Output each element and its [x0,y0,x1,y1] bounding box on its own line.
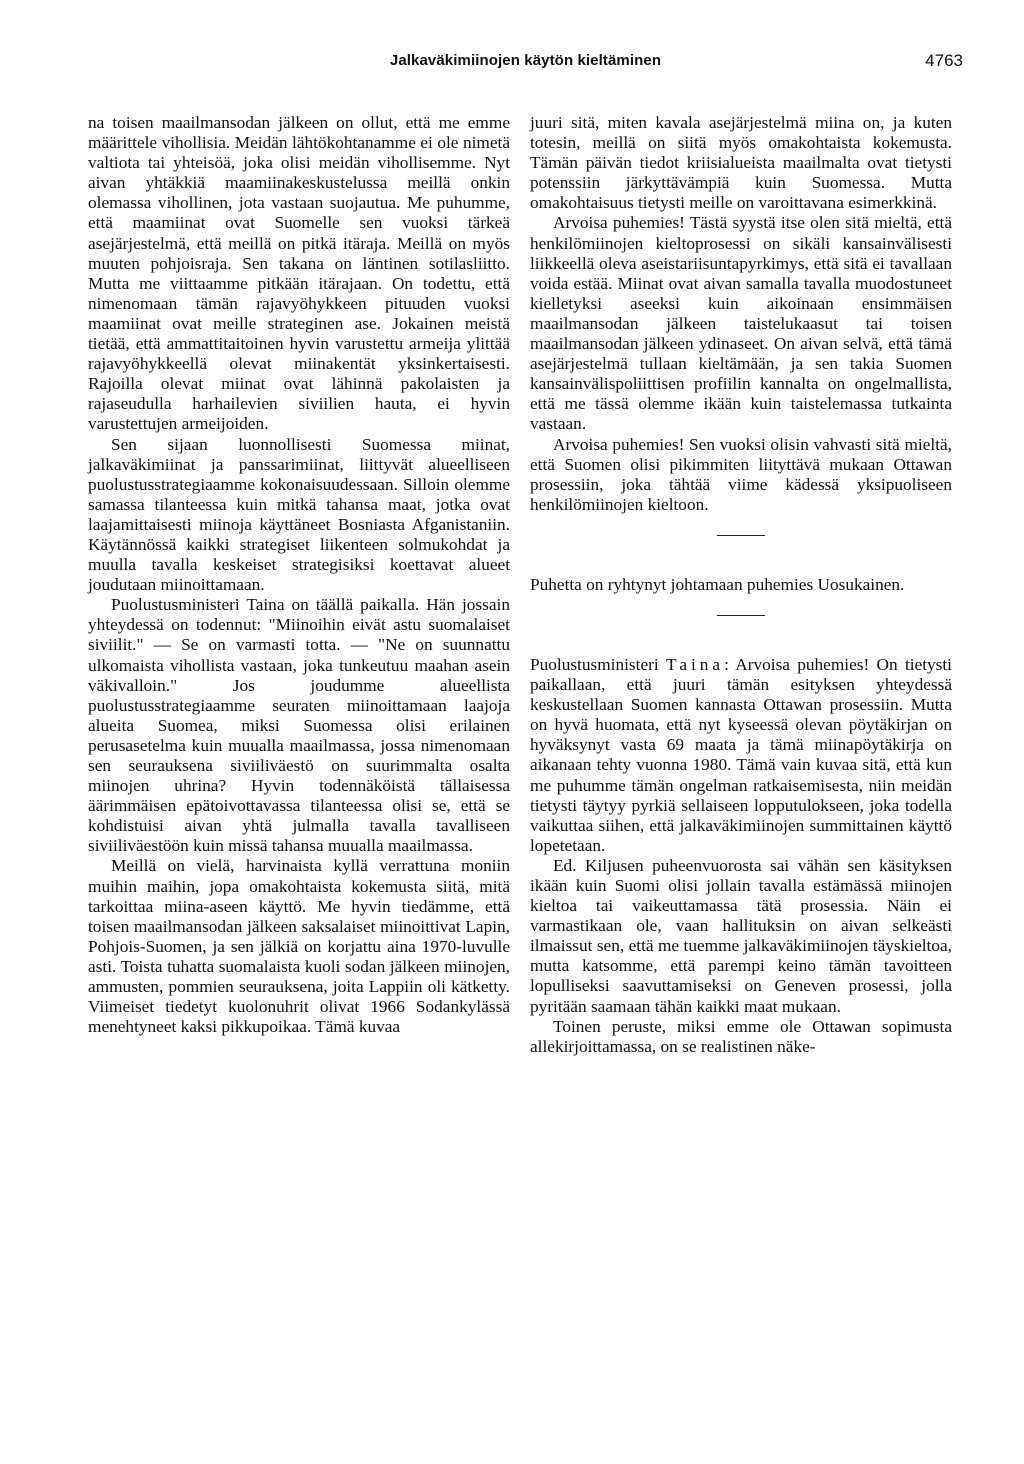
running-header [88,50,963,76]
speaker-text: : Arvoisa puhemies! On tietysti paikallaan, että juuri tämän esityksen yhteydessä keskustellaan Suomen kannasta Ottawan prosessiin. Mutta on hyvä huomata, että nyt kyseessä olevan pöytäkirjan on hyväksynyt vasta 69 maata ja tämä miinapöytäkirja on aikanaan tehty vuonna 1980. Tämä vain kuvaa sitä, että kun me puhumme tämän ongelman ratkaisemisesta, niin meidän tietysti täytyy pyrkiä sellaiseen lopputulokseen, joka todella vaikuttaa siihen, että jalkaväkimiinojen summittainen käyttö lopetetaan. [530,654,952,855]
left-column [88,113,510,1037]
speaker-title: Puolustusministeri [530,654,659,674]
chair-note: Puhetta on ryhtynyt johtamaan puhemies Uosukainen. [530,574,905,594]
section-divider [717,535,765,536]
section-divider [717,615,765,616]
body-paragraph: Puolustusministeri Taina on täällä paikalla. Hän jossain yhteydessä on todennut: "Miinoihin eivät astu suomalaiset siviilit." — Se on varmasti totta. — "Ne on suunnattu ulkomaista vihollista vastaan, joka tunkeutuu maahan asein väkivalloin." Jos joudumme alueellista puolustusstrategiaamme seuraten miinoittamaan laajoja alueita Suomea, miksi Suomessa olisi erilainen perusasetelma kuin muualla maailmassa, jossa nimenomaan sen seurauksena siviiliväestö on suurimmalta osalta miinojen uhrina? Hyvin todennäköistä tällaisessa äärimmäisen epätoivottavassa tilanteessa olisi se, että se kohdistuisi aivan yhtä julmalla tavalla tavalliseen siviiliväestöön kuin missä tahansa muualla maailmassa. [88,595,510,856]
body-paragraph: Ed. Kiljusen puheenvuorosta sai vähän sen käsityksen ikään kuin Suomi olisi jollain tavalla estämässä miinojen kieltoa tai vaikeuttamassa tätä prosessia. Näin ei varmastikaan ole, vaan hallituksin on aivan selkeästi ilmaissut sen, että me tuemme jalkaväkimiinojen täyskieltoa, mutta katsomme, että parempi keino tämän tavoitteen lopulliseksi saavuttamiseksi on Geneven prosessi, jolla pyritään saamaan tähän kaikki maat mukaan. [530,855,952,1016]
speaker-paragraph [530,655,952,856]
right-column [530,113,952,1057]
body-paragraph: Sen sijaan luonnollisesti Suomessa miinat, jalkaväkimiinat ja panssarimiinat, liittyvät alueelliseen puolustusstrategiaamme kokonaisuudessaan. Silloin olemme samassa tilanteessa kuin mitkä tahansa maat, jotka ovat laajamittaisesti miinoja käyttäneet Bosniasta Afganistaniin. Käytännössä kaikki strategiset liikenteen solmukohdat ja muulla tavalla keskeiset strategisiksi koettavat alueet joudutaan miinoittamaan. [88,434,510,595]
body-paragraph: juuri sitä, miten kavala asejärjestelmä miina on, ja kuten totesin, meillä on siitä myös omakohtaista kokemusta. Tämän päivän tiedot kriisialueista maailmalta ovat tietysti potenssiin järkyttävämpiä kuin Suomessa. Mutta omakohtaisuus tietysti meille on varoittavana esimerkkinä. [530,113,952,213]
running-title: Jalkaväkimiinojen käytön kieltäminen [389,52,662,69]
spacer [530,634,952,655]
spacer [530,554,952,575]
page-number: 4763 [925,51,963,70]
body-paragraph: Toinen peruste, miksi emme ole Ottawan sopimusta allekirjoittamassa, on se realistinen näke- [530,1016,952,1056]
body-paragraph: Arvoisa puhemies! Sen vuoksi olisin vahvasti sitä mieltä, että Suomen olisi pikimmiten liityttävä mukaan Ottawan prosessiin, joka tähtää viime kädessä yksipuoliseen henkilömiinojen kieltoon. [530,434,952,514]
body-paragraph: na toisen maailmansodan jälkeen on ollut, että me emme määrittele vihollisia. Meidän lähtökohtanamme ei ole nimetä valtiota tai yhteisöä, joka olisi meidän vihollisemme. Nyt aivan yhtäkkiä maamiinakeskustelussa meillä onkin olemassa vihollinen, jota vastaan suojautua. Me puhumme, että maamiinat ovat Suomelle sen vuoksi tärkeä asejärjestelmä, että meillä on pitkä itäraja. Meillä on myös muuten pohjoisraja. Sen takana on läntinen sotilasliitto. Mutta me viittaamme pitkään itärajaan. On todettu, että nimenomaan tämän rajavyöhykkeen pituuden vuoksi maamiinat ovat meille strateginen ase. Jokainen meistä tietää, että ammattitaitoinen hyvin varustettu armeija ylittää rajavyöhykkeellä olevat miinakentät yksinkertaisesti. Rajoilla olevat miinat ovat lähinnä pakolaisten ja rajaseudulla harhailevien siviilien hauta, ei hyvin varustettujen armeijoiden. [88,113,510,434]
body-paragraph: Meillä on vielä, harvinaista kyllä verrattuna moniin muihin maihin, jopa omakohtaista kokemusta siitä, mitä tarkoittaa miina-aseen käyttö. Me hyvin tiedämme, että toisen maailmansodan jälkeen saksalaiset miinoittivat Lapin, Pohjois-Suomen, ja sen jälkiä on korjattu aina 1970-luvulle asti. Toista tuhatta suomalaista kuoli sodan jälkeen miinojen, ammusten, pommien seurauksena, joita Lappiin oli kätketty. Viimeiset tiedetyt kuolonuhrit olivat 1966 Sodankylässä menehtyneet kaksi pikkupoikaa. Tämä kuvaa [88,856,510,1037]
body-paragraph: Arvoisa puhemies! Tästä syystä itse olen sitä mieltä, että henkilömiinojen kieltoprosessi on sikäli kansainvälisesti liikkeellä oleva aseistariisuntapyrkimys, että sitä ei tavallaan voida estää. Miinat ovat aivan samalla tavalla muodostuneet kielletyksi aseeksi kuin aikoinaan ensimmäisen maailmansodan jälkeen taistelukaasut tai toisen maailmansodan jälkeen ydinaseet. On aivan selvä, että tämä asejärjestelmä tullaan kieltämään, ja sen takia Suomen kansainvälispoliittisen profiilin kannalta on ongelmallista, että me tässä olemme ikään kuin taistelemassa tutkainta vastaan. [530,213,952,434]
speaker-name: Taina [665,654,725,674]
